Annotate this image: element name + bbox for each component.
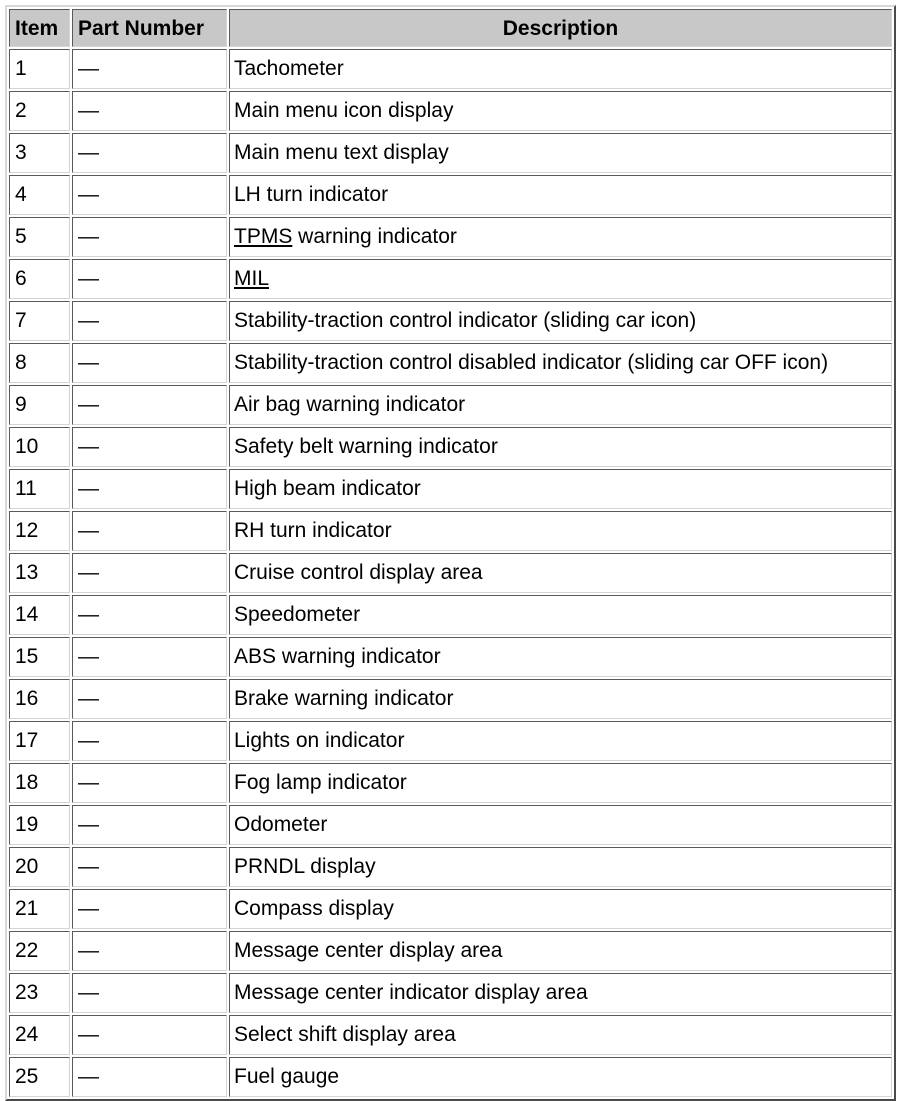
cell-description: RH turn indicator: [229, 511, 892, 551]
cell-description: Stability-traction control indicator (sliding car icon): [229, 301, 892, 341]
cell-item: 9: [9, 385, 70, 425]
cell-description: Odometer: [229, 805, 892, 845]
cell-item: 19: [9, 805, 70, 845]
cell-part-number: —: [72, 889, 227, 929]
cell-part-number: —: [72, 1057, 227, 1097]
cell-item: 12: [9, 511, 70, 551]
cell-description: [229, 217, 892, 257]
cell-part-number: —: [72, 217, 227, 257]
cell-item: 2: [9, 91, 70, 131]
cell-part-number: —: [72, 931, 227, 971]
header-row: [9, 9, 892, 47]
table-row: [9, 679, 892, 719]
table-row: [9, 931, 892, 971]
cell-part-number: —: [72, 679, 227, 719]
cell-description: Stability-traction control disabled indicator (sliding car OFF icon): [229, 343, 892, 383]
table-row: [9, 49, 892, 89]
cell-description: ABS warning indicator: [229, 637, 892, 677]
cell-description: Cruise control display area: [229, 553, 892, 593]
cell-item: 7: [9, 301, 70, 341]
table-row: [9, 1015, 892, 1055]
header-description: Description: [229, 9, 892, 47]
table-row: [9, 1057, 892, 1097]
cell-description: Safety belt warning indicator: [229, 427, 892, 467]
table-row: [9, 595, 892, 635]
cell-item: 6: [9, 259, 70, 299]
cell-part-number: —: [72, 511, 227, 551]
cell-part-number: —: [72, 301, 227, 341]
cell-part-number: —: [72, 49, 227, 89]
cell-description: Air bag warning indicator: [229, 385, 892, 425]
cell-description: Select shift display area: [229, 1015, 892, 1055]
cell-part-number: —: [72, 343, 227, 383]
table-row: [9, 133, 892, 173]
table-row: [9, 553, 892, 593]
cell-part-number: —: [72, 175, 227, 215]
table-row: [9, 889, 892, 929]
cell-description: Fuel gauge: [229, 1057, 892, 1097]
cell-item: 17: [9, 721, 70, 761]
cell-part-number: —: [72, 1015, 227, 1055]
cell-part-number: —: [72, 133, 227, 173]
table-row: [9, 805, 892, 845]
cell-item: 18: [9, 763, 70, 803]
cell-item: 21: [9, 889, 70, 929]
cell-item: 15: [9, 637, 70, 677]
cell-description: Speedometer: [229, 595, 892, 635]
table-row: [9, 175, 892, 215]
table-header: [9, 9, 892, 47]
table-row: [9, 427, 892, 467]
cell-part-number: —: [72, 637, 227, 677]
cell-description: Main menu text display: [229, 133, 892, 173]
cell-item: 8: [9, 343, 70, 383]
table-row: [9, 763, 892, 803]
cell-description-rest: warning indicator: [292, 225, 457, 248]
cell-part-number: —: [72, 721, 227, 761]
cell-description: Tachometer: [229, 49, 892, 89]
cell-part-number: —: [72, 805, 227, 845]
cell-description: Lights on indicator: [229, 721, 892, 761]
cell-description: Main menu icon display: [229, 91, 892, 131]
cell-part-number: —: [72, 427, 227, 467]
cell-description: Message center display area: [229, 931, 892, 971]
table-row: [9, 511, 892, 551]
cell-part-number: —: [72, 469, 227, 509]
cell-item: 4: [9, 175, 70, 215]
cell-part-number: —: [72, 385, 227, 425]
cell-description: LH turn indicator: [229, 175, 892, 215]
cell-description: Compass display: [229, 889, 892, 929]
header-item: Item: [9, 9, 70, 47]
cell-part-number: —: [72, 259, 227, 299]
table-row: [9, 721, 892, 761]
cell-item: 14: [9, 595, 70, 635]
table-row: [9, 973, 892, 1013]
cell-item: 24: [9, 1015, 70, 1055]
header-part-number: Part Number: [72, 9, 227, 47]
table-row: [9, 385, 892, 425]
table-row: [9, 637, 892, 677]
cell-item: 23: [9, 973, 70, 1013]
cell-item: 22: [9, 931, 70, 971]
cell-item: 5: [9, 217, 70, 257]
table-row: [9, 259, 892, 299]
mil-abbreviation-link[interactable]: MIL: [234, 267, 270, 290]
table-row: [9, 343, 892, 383]
cell-item: 16: [9, 679, 70, 719]
cell-item: 10: [9, 427, 70, 467]
cell-item: 1: [9, 49, 70, 89]
table-row: [9, 91, 892, 131]
cell-description: PRNDL display: [229, 847, 892, 887]
cell-description: High beam indicator: [229, 469, 892, 509]
table-row: [9, 301, 892, 341]
cell-description: Message center indicator display area: [229, 973, 892, 1013]
cell-item: 20: [9, 847, 70, 887]
cell-item: 25: [9, 1057, 70, 1097]
cell-part-number: —: [72, 91, 227, 131]
cell-part-number: —: [72, 763, 227, 803]
cell-item: 13: [9, 553, 70, 593]
table-row: [9, 217, 892, 257]
cell-part-number: —: [72, 847, 227, 887]
parts-table: [5, 5, 896, 1101]
cell-part-number: —: [72, 595, 227, 635]
table-body: [9, 49, 892, 1097]
table-row: [9, 469, 892, 509]
cell-item: 3: [9, 133, 70, 173]
tpms-abbreviation-link[interactable]: TPMS: [234, 225, 293, 248]
cell-part-number: —: [72, 973, 227, 1013]
cell-part-number: —: [72, 553, 227, 593]
cell-description: Brake warning indicator: [229, 679, 892, 719]
cell-description: Fog lamp indicator: [229, 763, 892, 803]
cell-description: [229, 259, 892, 299]
cell-item: 11: [9, 469, 70, 509]
table-row: [9, 847, 892, 887]
